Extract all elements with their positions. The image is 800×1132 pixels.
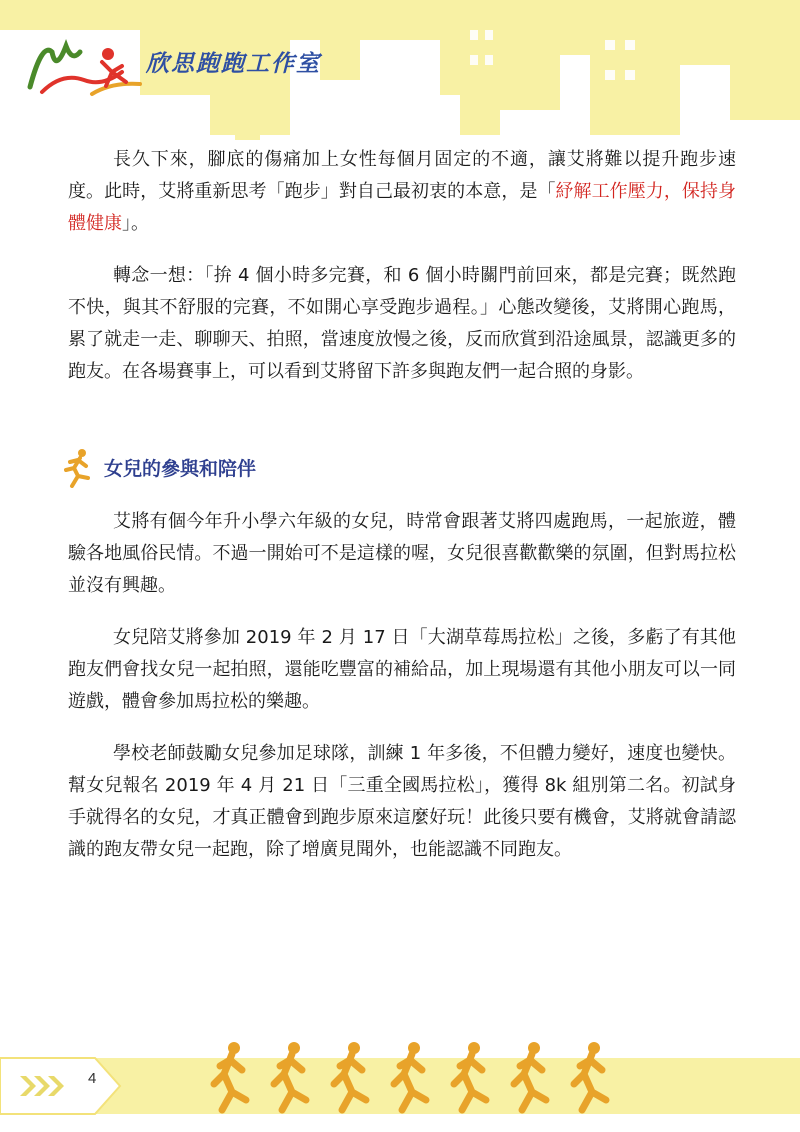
brand-logo-icon — [22, 32, 152, 102]
section-1-body — [68, 144, 736, 388]
paragraph: 轉念一想：「拚 4 個小時多完賽，和 6 個小時關門前回來，都是完賽；既然跑不快，與其不舒服的完賽，不如開心享受跑步過程。」心態改變後，艾將開心跑馬，累了就走一走、聊聊天、拍照，當速度放慢之後，反而欣賞到沿途風景，認識更多的跑友。在各場賽事上，可以看到艾將留下許多與跑友們一起合照的身影。 — [68, 265, 736, 382]
highlight-text: 紓解工作壓力，保持身體健康 — [68, 181, 736, 234]
section-heading — [56, 446, 256, 488]
section-2-body — [68, 506, 736, 866]
runner-icon — [56, 446, 98, 488]
page-number: 4 — [88, 1070, 97, 1087]
paragraph: 長久下來，腳底的傷痛加上女性每個月固定的不適，讓艾將難以提升跑步速度。此時，艾將重新思考「跑步」對自己最初衷的本意，是「紓解工作壓力，保持身體健康」。 — [68, 149, 736, 234]
paragraph: 女兒陪艾將參加 2019 年 2 月 17 日「大湖草莓馬拉松」之後，多虧了有其他跑友們會找女兒一起拍照，還能吃豐富的補給品，加上現場還有其他小朋友可以一同遊戲，體會參加馬拉松的樂趣。 — [68, 627, 736, 712]
section-heading-text: 女兒的參與和陪伴 — [104, 457, 257, 480]
paragraph: 艾將有個今年升小學六年級的女兒，時常會跟著艾將四處跑馬，一起旅遊，體驗各地風俗民情。不過一開始可不是這樣的喔，女兒很喜歡歡樂的氛圍，但對馬拉松並沒有興趣。 — [68, 511, 736, 596]
footer-banner — [0, 1040, 800, 1132]
brand-name: 欣思跑跑工作室 — [146, 51, 321, 77]
paragraph: 學校老師鼓勵女兒參加足球隊，訓練 1 年多後，不但體力變好，速度也變快。幫女兒報名 2019 年 4 月 21 日「三重全國馬拉松」，獲得 8k 組別第二名。初試身手就得名的女兒，才真正體會到跑步原來這麼好玩！此後只要有機會，艾將就會請認識的跑友帶女兒一起跑，除了增廣見聞外，也能認識不同跑友。 — [68, 743, 736, 860]
